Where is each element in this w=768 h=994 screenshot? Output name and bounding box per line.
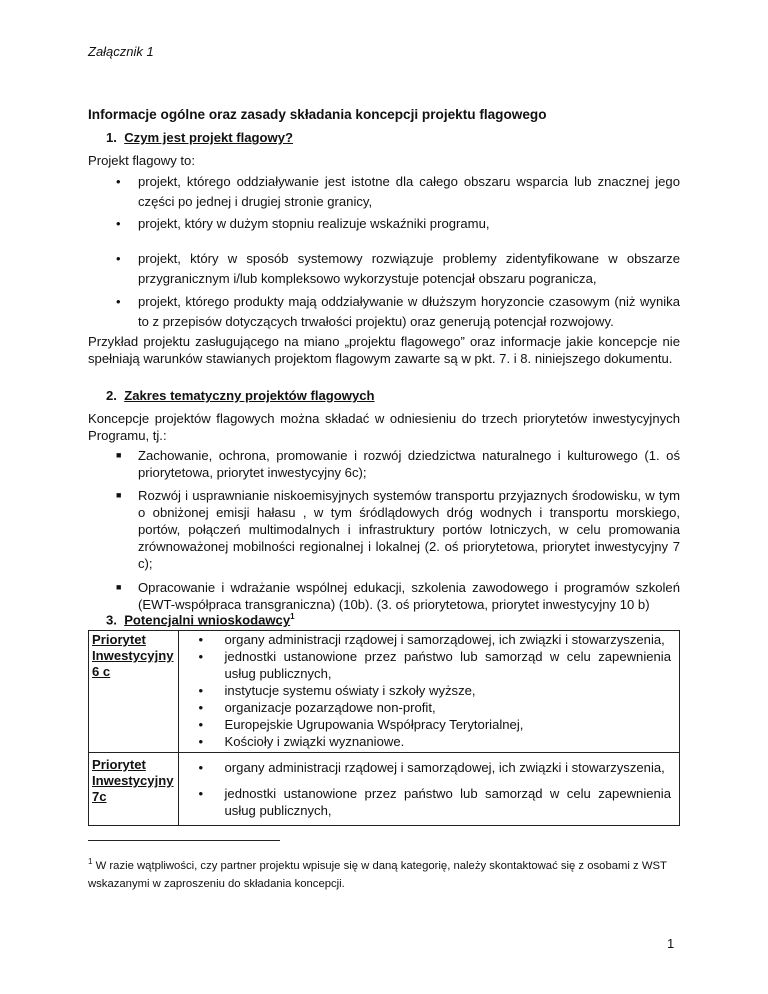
section-3-number: 3. xyxy=(106,612,117,628)
section-3-title: Potencjalni wnioskodawcy xyxy=(124,612,291,628)
priority-label: Priorytet Inwestycyjny 7c xyxy=(89,753,179,826)
section-1-bullet: projekt, który w sposób systemowy rozwiązuje problemy zidentyfikowane w obszarze przygranicznym i/lub kompleksowo wykorzystuje potencjał obszaru pogranicza, xyxy=(138,251,680,286)
bullet-square-icon: ■ xyxy=(116,582,122,592)
document-title: Informacje ogólne oraz zasady składania koncepcji projektu flagowego xyxy=(88,107,547,122)
applicants-list xyxy=(178,631,679,753)
bullet-dot-icon: • xyxy=(116,251,121,266)
table-row xyxy=(89,631,680,753)
list-item: • Europejskie Ugrupowania Współpracy Terytorialnej, xyxy=(198,717,524,732)
section-1-number: 1. xyxy=(106,130,117,145)
section-2-bullet: Rozwój i usprawnianie niskoemisyjnych systemów transportu przyjaznych środowisku, w tym o obniżonej emisji hałasu , w tym śródlądowych dróg wodnych i transportu morskiego, portów, połączeń multimodalnych i infrastruktury portów lotniczych, w celu promowania zrównoważonej mobilności regionalnej i lokalnej (2. oś priorytetowa, priorytet inwestycyjny 7 c); xyxy=(138,488,680,571)
section-3-heading xyxy=(106,612,295,627)
bullet-dot-icon: • xyxy=(198,632,204,647)
footnote xyxy=(88,853,688,893)
bullet-dot-icon: • xyxy=(116,174,121,189)
section-2-bullet: Opracowanie i wdrażanie wspólnej edukacji, szkolenia zawodowego i programów szkoleń (EWT-współpraca transgraniczna) (10b). (3. oś priorytetowa, priorytet inwestycyjny 10 b) xyxy=(138,580,680,612)
section-1-heading xyxy=(106,130,293,145)
bullet-dot-icon: • xyxy=(198,717,204,732)
bullet-dot-icon: • xyxy=(198,760,204,775)
attachment-label: Załącznik 1 xyxy=(88,44,154,59)
section-1-bullet: projekt, którego oddziaływanie jest istotne dla całego obszaru wsparcia lub znacznej jego części po jednej i drugiej stronie granicy, xyxy=(138,174,680,209)
section-2-number: 2. xyxy=(106,388,117,403)
section-1-title: Czym jest projekt flagowy? xyxy=(124,130,294,145)
list-item: • instytucje systemu oświaty i szkoły wyższe, xyxy=(198,683,476,698)
applicants-table xyxy=(88,630,680,826)
footnote-marker: 1 xyxy=(88,857,93,866)
section-1-bullet: projekt, który w dużym stopniu realizuje wskaźniki programu, xyxy=(138,216,490,231)
section-1-intro: Projekt flagowy to: xyxy=(88,153,195,168)
bullet-dot-icon: • xyxy=(198,649,204,664)
bullet-square-icon: ■ xyxy=(116,450,122,460)
bullet-square-icon: ■ xyxy=(116,490,122,500)
page-number: 1 xyxy=(667,936,675,951)
bullet-dot-icon: • xyxy=(116,216,121,231)
bullet-dot-icon: • xyxy=(116,294,121,309)
section-1-bullet: projekt, którego produkty mają oddziaływanie w dłuższym horyzoncie czasowym (niż wynika to z przepisów dotyczących trwałości projektu) oraz generują potencjał rozwojowy. xyxy=(138,294,680,329)
list-item: • organizacje pozarządowe non-profit, xyxy=(198,700,436,715)
bullet-dot-icon: • xyxy=(198,683,204,698)
list-item: • organy administracji rządowej i samorządowej, ich związki i stowarzyszenia, xyxy=(198,760,665,775)
list-item: • jednostki ustanowione przez państwo lub samorząd w celu zapewnienia usług publicznych, xyxy=(198,649,671,681)
bullet-dot-icon: • xyxy=(198,734,204,749)
section-1-closing: Przykład projektu zasługującego na miano „projektu flagowego” oraz informacje jakie koncepcje nie spełniają warunków stawianych projektom flagowym zawarte są w pkt. 7. i 8. niniejszego dokumentu. xyxy=(88,334,680,366)
bullet-dot-icon: • xyxy=(198,786,204,801)
list-item: • jednostki ustanowione przez państwo lub samorząd w celu zapewnienia usług publicznych, xyxy=(198,786,671,818)
footnote-text: W razie wątpliwości, czy partner projektu wpisuje się w daną kategorię, należy skontaktować się z osobami z WST wskazanymi w zaproszeniu do składania koncepcji. xyxy=(88,859,667,890)
priority-label: Priorytet Inwestycyjny 6 c xyxy=(89,631,179,753)
section-2-heading xyxy=(106,388,375,403)
list-item: • Kościoły i związki wyznaniowe. xyxy=(198,734,405,749)
table-row xyxy=(89,753,680,826)
footnote-reference: 1 xyxy=(290,612,295,621)
section-2-bullet: Zachowanie, ochrona, promowanie i rozwój dziedzictwa naturalnego i kulturowego (1. oś priorytetowa, priorytet inwestycyjny 6c); xyxy=(138,448,680,480)
bullet-dot-icon: • xyxy=(198,700,204,715)
section-2-intro: Koncepcje projektów flagowych można składać w odniesieniu do trzech priorytetów inwestycyjnych Programu, tj.: xyxy=(88,411,680,443)
applicants-list xyxy=(178,753,679,826)
section-2-title: Zakres tematyczny projektów flagowych xyxy=(124,388,375,403)
footnote-separator xyxy=(88,840,280,841)
list-item: • organy administracji rządowej i samorządowej, ich związki i stowarzyszenia, xyxy=(198,632,665,647)
